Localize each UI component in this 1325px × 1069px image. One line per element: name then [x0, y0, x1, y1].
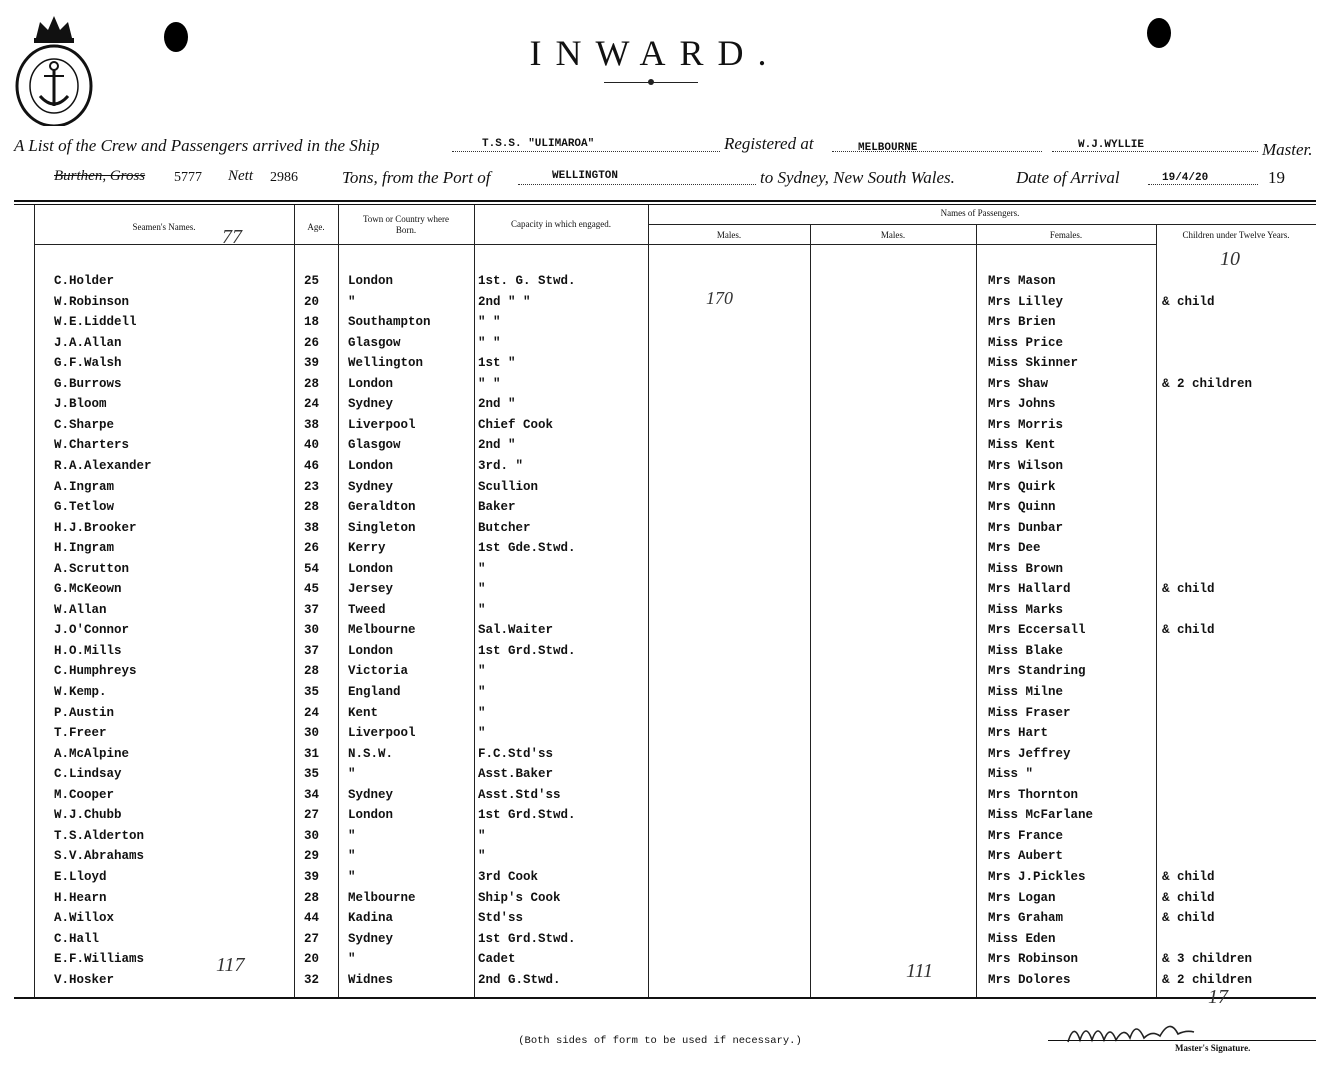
column-divider [338, 205, 339, 997]
tons-from-port-label: Tons, from the Port of [342, 168, 491, 187]
birthplace: Sydney [348, 788, 394, 802]
female-passenger: Mrs Quirk [988, 480, 1056, 494]
from-port: WELLINGTON [552, 170, 619, 182]
nett-tonnage: 2986 [270, 170, 298, 185]
capacity: 3rd Cook [478, 870, 539, 884]
seaman-age: 30 [304, 623, 320, 637]
seaman-age: 44 [304, 911, 320, 925]
birthplace: London [348, 808, 394, 822]
capacity: " [478, 685, 486, 699]
birthplace: " [348, 870, 356, 884]
seaman-name: H.Hearn [54, 891, 107, 905]
female-passenger: Miss Kent [988, 438, 1056, 452]
seaman-age: 35 [304, 767, 320, 781]
col-born: Town or Country where Born. [362, 214, 450, 235]
title-underline-dot [648, 79, 654, 85]
master-name: W.J.WYLLIE [1078, 139, 1145, 151]
children-count: & child [1162, 870, 1215, 884]
capacity: " [478, 726, 486, 740]
birthplace: Geraldton [348, 500, 416, 514]
column-divider [810, 225, 811, 997]
seaman-age: 38 [304, 521, 320, 535]
capacity: 1st Gde.Stwd. [478, 541, 576, 555]
fill-rule [518, 184, 756, 185]
ship-name: T.S.S. "ULIMAROA" [482, 138, 595, 150]
seaman-name: H.Ingram [54, 541, 115, 555]
seaman-name: T.Freer [54, 726, 107, 740]
seaman-name: A.Scrutton [54, 562, 130, 576]
seaman-age: 40 [304, 438, 320, 452]
col-passengers: Names of Passengers. [940, 208, 1020, 218]
female-passenger: Miss Brown [988, 562, 1064, 576]
seaman-age: 31 [304, 747, 320, 761]
female-passenger: Mrs Mason [988, 274, 1056, 288]
capacity: Chief Cook [478, 418, 554, 432]
female-passenger: Mrs Quinn [988, 500, 1056, 514]
burthen-label: Burthen, Gross [54, 168, 146, 184]
birthplace: Wellington [348, 356, 424, 370]
female-passenger: Miss Price [988, 336, 1064, 350]
birthplace: London [348, 644, 394, 658]
table-top-rule [14, 204, 1316, 205]
birthplace: Kadina [348, 911, 394, 925]
seaman-age: 46 [304, 459, 320, 473]
female-passenger: Miss " [988, 767, 1034, 781]
capacity: 2nd " " [478, 295, 531, 309]
seaman-age: 39 [304, 870, 320, 884]
birthplace: Melbourne [348, 891, 416, 905]
female-passenger: Mrs Thornton [988, 788, 1079, 802]
children-count: & child [1162, 911, 1215, 925]
children-count: & 2 children [1162, 973, 1253, 987]
seaman-age: 45 [304, 582, 320, 596]
handwritten-tally: 111 [906, 960, 934, 982]
seaman-name: W.Robinson [54, 295, 130, 309]
nett-label: Nett [228, 168, 253, 184]
children-count: & child [1162, 295, 1215, 309]
registered-label: Registered at [724, 134, 814, 153]
capacity: 1st " [478, 356, 516, 370]
capacity: " [478, 562, 486, 576]
birthplace: Singleton [348, 521, 416, 535]
col-children: Children under Twelve Years. [1182, 230, 1290, 240]
capacity: F.C.Std'ss [478, 747, 554, 761]
birthplace: England [348, 685, 401, 699]
seaman-age: 27 [304, 932, 320, 946]
birthplace: " [348, 849, 356, 863]
capacity: 1st Grd.Stwd. [478, 932, 576, 946]
birthplace: Jersey [348, 582, 394, 596]
col-age: Age. [307, 222, 325, 232]
seaman-name: T.S.Alderton [54, 829, 145, 843]
birthplace: London [348, 459, 394, 473]
seaman-name: W.Kemp. [54, 685, 107, 699]
registered-port: MELBOURNE [858, 142, 918, 154]
capacity: Asst.Baker [478, 767, 554, 781]
female-passenger: Mrs Dolores [988, 973, 1071, 987]
arrival-date: 19/4/20 [1162, 172, 1209, 184]
seaman-age: 35 [304, 685, 320, 699]
children-count: & child [1162, 891, 1215, 905]
seaman-age: 26 [304, 336, 320, 350]
capacity: Scullion [478, 480, 539, 494]
capacity: Asst.Std'ss [478, 788, 561, 802]
seaman-age: 27 [304, 808, 320, 822]
gross-tonnage: 5777 [174, 170, 202, 185]
col-males-1: Males. [716, 230, 742, 240]
birthplace: Liverpool [348, 726, 416, 740]
punch-hole [1147, 18, 1171, 48]
handwritten-tally: 17 [1208, 986, 1228, 1008]
seaman-age: 34 [304, 788, 320, 802]
seaman-name: J.A.Allan [54, 336, 122, 350]
seaman-age: 32 [304, 973, 320, 987]
col-capacity: Capacity in which engaged. [511, 219, 611, 229]
col-females: Females. [1049, 230, 1083, 240]
signature-rule [1048, 1040, 1316, 1041]
to-sydney-label: to Sydney, New South Wales. [760, 168, 955, 187]
year-suffix: 19 [1268, 168, 1285, 187]
seaman-name: A.Willox [54, 911, 115, 925]
handwritten-tally: 170 [706, 288, 733, 308]
capacity: " " [478, 336, 501, 350]
column-divider [474, 205, 475, 997]
fill-rule [1148, 184, 1258, 185]
children-count: & child [1162, 582, 1215, 596]
capacity: 1st Grd.Stwd. [478, 644, 576, 658]
seaman-age: 28 [304, 500, 320, 514]
birthplace: Sydney [348, 397, 394, 411]
female-passenger: Mrs Morris [988, 418, 1064, 432]
female-passenger: Mrs Shaw [988, 377, 1049, 391]
capacity: Ship's Cook [478, 891, 561, 905]
birthplace: Kerry [348, 541, 386, 555]
column-divider [648, 205, 649, 997]
female-passenger: Mrs Lilley [988, 295, 1064, 309]
female-passenger: Mrs France [988, 829, 1064, 843]
seaman-age: 20 [304, 952, 320, 966]
capacity: Sal.Waiter [478, 623, 554, 637]
capacity: 2nd " [478, 397, 516, 411]
female-passenger: Miss Blake [988, 644, 1064, 658]
capacity: " [478, 664, 486, 678]
seaman-age: 28 [304, 664, 320, 678]
page-title: INWARD. [529, 33, 781, 73]
shipping-master-seal-icon [14, 8, 94, 126]
seaman-age: 20 [304, 295, 320, 309]
seaman-name: M.Cooper [54, 788, 115, 802]
seaman-name: V.Hosker [54, 973, 115, 987]
capacity: " [478, 829, 486, 843]
birthplace: Melbourne [348, 623, 416, 637]
birthplace: Glasgow [348, 336, 401, 350]
female-passenger: Mrs Wilson [988, 459, 1064, 473]
seaman-name: C.Lindsay [54, 767, 122, 781]
table-bottom-rule [14, 997, 1316, 999]
col-seaman-name: Seamen's Names. [132, 222, 196, 232]
female-passenger: Mrs Aubert [988, 849, 1064, 863]
seaman-name: C.Hall [54, 932, 100, 946]
column-divider [34, 205, 35, 997]
female-passenger: Mrs Brien [988, 315, 1056, 329]
female-passenger: Miss Eden [988, 932, 1056, 946]
female-passenger: Mrs Dee [988, 541, 1041, 555]
seaman-age: 54 [304, 562, 320, 576]
handwritten-tally: 117 [216, 954, 245, 976]
female-passenger: Mrs J.Pickles [988, 870, 1086, 884]
seaman-name: P.Austin [54, 706, 115, 720]
capacity: Butcher [478, 521, 531, 535]
seaman-age: 23 [304, 480, 320, 494]
female-passenger: Miss Marks [988, 603, 1064, 617]
capacity: " [478, 706, 486, 720]
children-count: & 2 children [1162, 377, 1253, 391]
seaman-age: 39 [304, 356, 320, 370]
capacity: " " [478, 377, 501, 391]
fill-rule [452, 151, 720, 152]
signature-caption: Master's Signature. [1175, 1043, 1251, 1053]
seaman-name: G.McKeown [54, 582, 122, 596]
seaman-name: H.O.Mills [54, 644, 122, 658]
seaman-name: A.McAlpine [54, 747, 130, 761]
master-label: Master. [1262, 140, 1313, 159]
seaman-name: E.Lloyd [54, 870, 107, 884]
crew-list-label: A List of the Crew and Passengers arrived in the Ship [14, 136, 380, 155]
seaman-age: 18 [304, 315, 320, 329]
seaman-age: 28 [304, 377, 320, 391]
capacity: Cadet [478, 952, 516, 966]
seaman-name: H.J.Brooker [54, 521, 137, 535]
female-passenger: Mrs Standring [988, 664, 1086, 678]
children-count: & 3 children [1162, 952, 1253, 966]
capacity: " [478, 582, 486, 596]
birthplace: Tweed [348, 603, 386, 617]
female-passenger: Mrs Hallard [988, 582, 1071, 596]
capacity: " [478, 849, 486, 863]
birthplace: Sydney [348, 932, 394, 946]
capacity: " [478, 603, 486, 617]
seaman-age: 25 [304, 274, 320, 288]
seaman-name: W.Allan [54, 603, 107, 617]
female-passenger: Mrs Graham [988, 911, 1064, 925]
seaman-name: C.Humphreys [54, 664, 137, 678]
birthplace: Southampton [348, 315, 431, 329]
capacity: Baker [478, 500, 516, 514]
seaman-name: G.Tetlow [54, 500, 115, 514]
table-header-rule [34, 244, 1156, 245]
female-passenger: Mrs Eccersall [988, 623, 1086, 637]
birthplace: " [348, 767, 356, 781]
column-divider [1156, 225, 1157, 997]
birthplace: N.S.W. [348, 747, 394, 761]
seaman-age: 37 [304, 644, 320, 658]
punch-hole [164, 22, 188, 52]
seaman-age: 24 [304, 706, 320, 720]
seaman-name: W.Charters [54, 438, 130, 452]
col-males-2: Males. [880, 230, 906, 240]
female-passenger: Mrs Jeffrey [988, 747, 1071, 761]
birthplace: Victoria [348, 664, 409, 678]
handwritten-tally: 77 [222, 226, 242, 248]
seaman-name: R.A.Alexander [54, 459, 152, 473]
female-passenger: Mrs Logan [988, 891, 1056, 905]
capacity: 1st Grd.Stwd. [478, 808, 576, 822]
birthplace: London [348, 562, 394, 576]
birthplace: Glasgow [348, 438, 401, 452]
fill-rule [1052, 151, 1258, 152]
seaman-age: 28 [304, 891, 320, 905]
seaman-name: C.Sharpe [54, 418, 115, 432]
seaman-age: 38 [304, 418, 320, 432]
female-passenger: Miss Skinner [988, 356, 1079, 370]
birthplace: London [348, 274, 394, 288]
birthplace: " [348, 952, 356, 966]
birthplace: Sydney [348, 480, 394, 494]
table-top-rule [14, 200, 1316, 202]
seaman-age: 30 [304, 726, 320, 740]
birthplace: Kent [348, 706, 379, 720]
capacity: 2nd " [478, 438, 516, 452]
passenger-subheader-rule [648, 224, 1316, 225]
birthplace: London [348, 377, 394, 391]
seaman-name: G.Burrows [54, 377, 122, 391]
female-passenger: Miss Milne [988, 685, 1064, 699]
children-count: & child [1162, 623, 1215, 637]
seaman-name: S.V.Abrahams [54, 849, 145, 863]
seaman-name: W.J.Chubb [54, 808, 122, 822]
birthplace: " [348, 295, 356, 309]
capacity: 2nd G.Stwd. [478, 973, 561, 987]
seaman-age: 29 [304, 849, 320, 863]
birthplace: Widnes [348, 973, 394, 987]
seaman-name: C.Holder [54, 274, 115, 288]
seaman-name: G.F.Walsh [54, 356, 122, 370]
seaman-name: E.F.Williams [54, 952, 145, 966]
capacity: 1st. G. Stwd. [478, 274, 576, 288]
female-passenger: Mrs Robinson [988, 952, 1079, 966]
seaman-age: 26 [304, 541, 320, 555]
birthplace: " [348, 829, 356, 843]
seaman-age: 30 [304, 829, 320, 843]
female-passenger: Mrs Dunbar [988, 521, 1064, 535]
column-divider [976, 225, 977, 997]
capacity: Std'ss [478, 911, 524, 925]
capacity: " " [478, 315, 501, 329]
seaman-age: 24 [304, 397, 320, 411]
arrival-label: Date of Arrival [1016, 168, 1120, 187]
footer-note: (Both sides of form to be used if necessary.) [518, 1035, 802, 1047]
female-passenger: Mrs Hart [988, 726, 1049, 740]
handwritten-tally: 10 [1220, 248, 1240, 270]
birthplace: Liverpool [348, 418, 416, 432]
female-passenger: Miss McFarlane [988, 808, 1094, 822]
seaman-age: 37 [304, 603, 320, 617]
female-passenger: Miss Fraser [988, 706, 1071, 720]
seaman-name: J.O'Connor [54, 623, 130, 637]
column-divider [294, 205, 295, 997]
capacity: 3rd. " [478, 459, 524, 473]
seaman-name: J.Bloom [54, 397, 107, 411]
female-passenger: Mrs Johns [988, 397, 1056, 411]
seaman-name: W.E.Liddell [54, 315, 137, 329]
seaman-name: A.Ingram [54, 480, 115, 494]
